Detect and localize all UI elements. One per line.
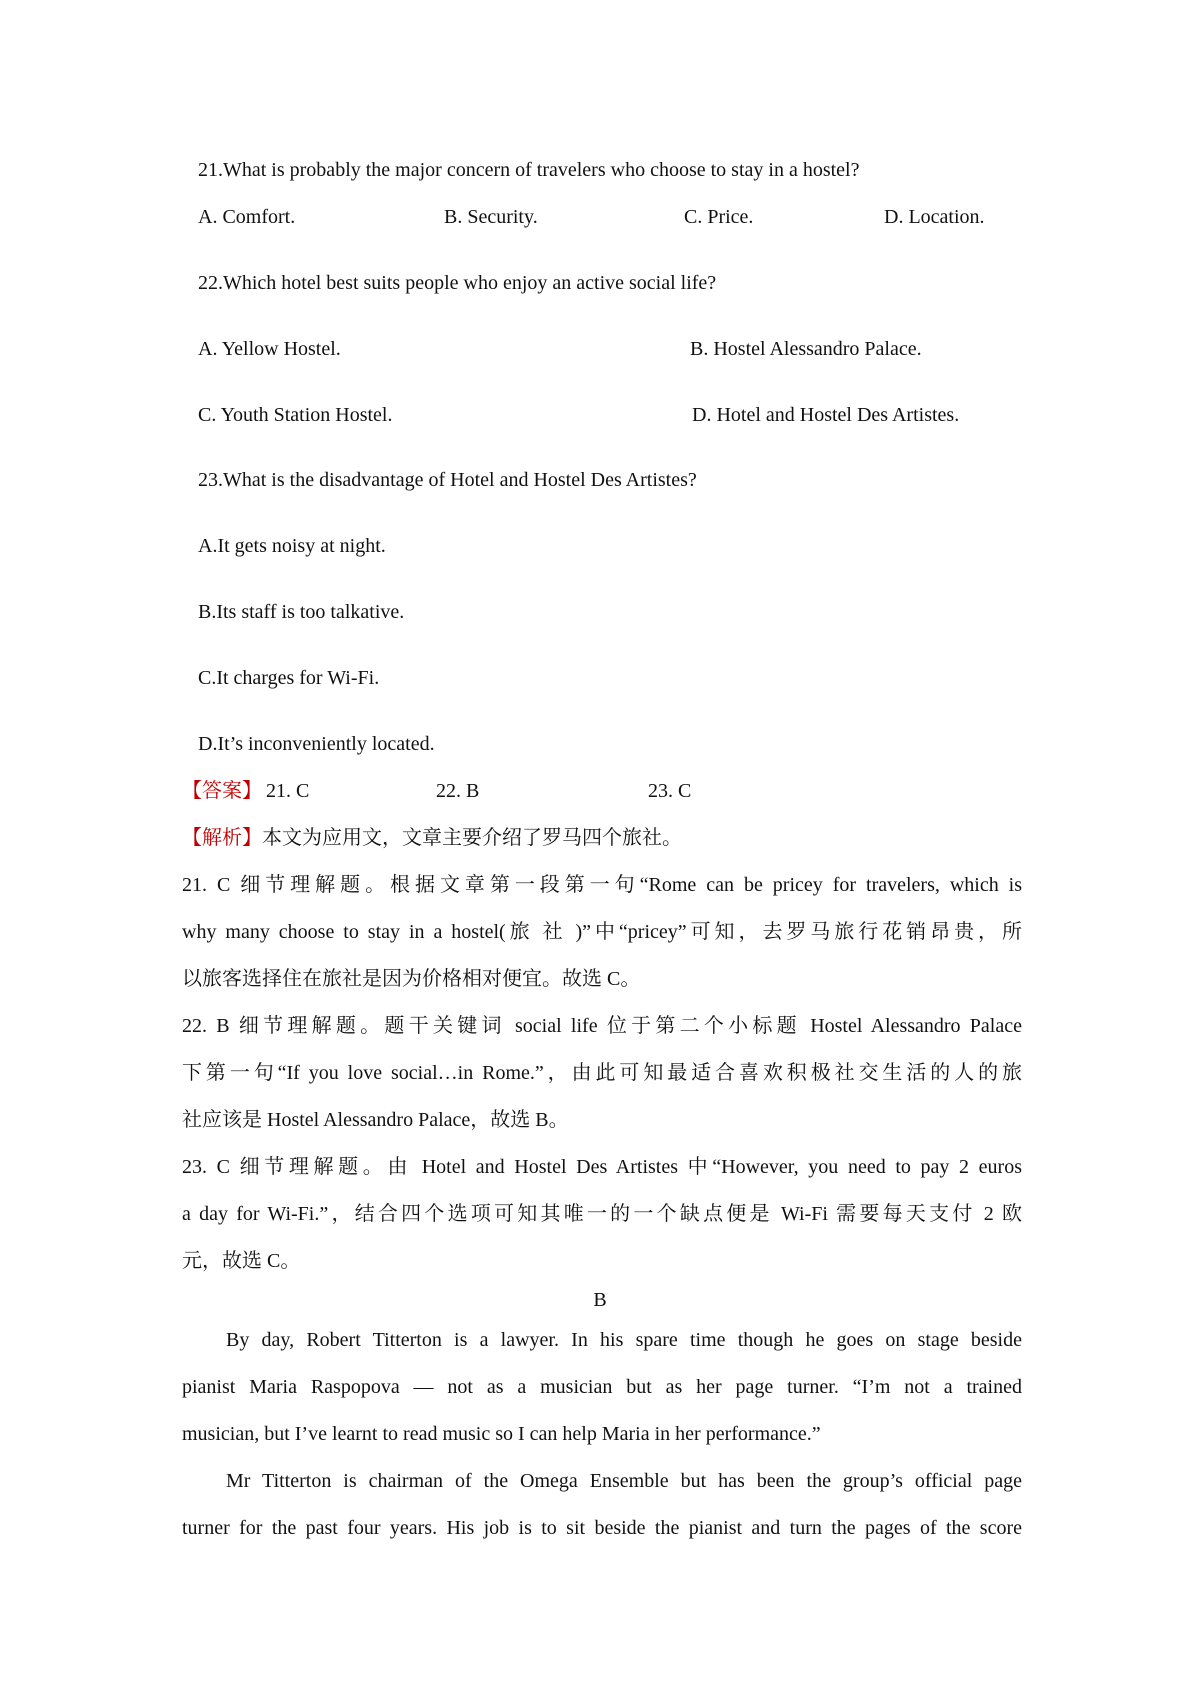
analysis-line-8: a day for Wi-Fi.”，结合四个选项可知其唯一的一个缺点便是 Wi-Fi 需要每天支付 2 欧 xyxy=(182,1203,1022,1225)
question-23-stem: 23.What is the disadvantage of Hotel and Hostel Des Artistes? xyxy=(198,469,697,491)
question-22-option-a: A. Yellow Hostel. xyxy=(198,338,341,360)
section-b-line-4: Mr Titterton is chairman of the Omega Ensemble but has been the group’s official page xyxy=(226,1470,1022,1492)
analysis-line-6: 社应该是 Hostel Alessandro Palace，故选 B。 xyxy=(182,1109,569,1131)
answer-21: 21. C xyxy=(266,780,310,802)
analysis-line-1: 21. C 细节理解题。根据文章第一段第一句“Rome can be pricey for travelers, which is xyxy=(182,874,1022,896)
question-22-option-b: B. Hostel Alessandro Palace. xyxy=(690,338,922,360)
question-23-option-c: C.It charges for Wi-Fi. xyxy=(198,667,380,689)
answer-22: 22. B xyxy=(436,780,480,802)
analysis-intro: 本文为应用文，文章主要介绍了罗马四个旅社。 xyxy=(262,827,682,849)
section-b-heading: B xyxy=(593,1289,607,1311)
analysis-line-9: 元，故选 C。 xyxy=(182,1250,301,1272)
question-21-option-c: C. Price. xyxy=(684,206,754,228)
question-23-option-b: B.Its staff is too talkative. xyxy=(198,601,405,623)
answer-tag: 【答案】 xyxy=(182,780,262,802)
section-b-line-5: turner for the past four years. His job is to sit beside the pianist and turn the pages of the score xyxy=(182,1517,1022,1539)
question-22-option-c: C. Youth Station Hostel. xyxy=(198,404,393,426)
question-23-option-a: A.It gets noisy at night. xyxy=(198,535,386,557)
analysis-intro-row xyxy=(182,828,682,848)
question-21-stem: 21.What is probably the major concern of travelers who choose to stay in a hostel? xyxy=(198,159,860,181)
answer-23: 23. C xyxy=(648,780,692,802)
analysis-line-7: 23. C 细节理解题。由 Hotel and Hostel Des Artistes 中“However, you need to pay 2 euros xyxy=(182,1156,1022,1178)
analysis-line-3: 以旅客选择住在旅社是因为价格相对便宜。故选 C。 xyxy=(182,968,641,990)
analysis-line-2: why many choose to stay in a hostel(旅 社 )”中“pricey”可知，去罗马旅行花销昂贵，所 xyxy=(182,921,1022,943)
question-23-option-d: D.It’s inconveniently located. xyxy=(198,733,435,755)
analysis-line-4: 22. B 细节理解题。题干关键词 social life 位于第二个小标题 Hostel Alessandro Palace xyxy=(182,1015,1022,1037)
section-b-line-1: By day, Robert Titterton is a lawyer. In his spare time though he goes on stage beside xyxy=(226,1329,1022,1351)
question-21-option-a: A. Comfort. xyxy=(198,206,296,228)
question-21-option-d: D. Location. xyxy=(884,206,985,228)
section-b-line-3: musician, but I’ve learnt to read music so I can help Maria in her performance.” xyxy=(182,1423,821,1445)
question-21-option-b: B. Security. xyxy=(444,206,538,228)
answer-row xyxy=(182,781,262,801)
question-22-option-d: D. Hotel and Hostel Des Artistes. xyxy=(692,404,960,426)
question-22-stem: 22.Which hotel best suits people who enjoy an active social life? xyxy=(198,272,717,294)
analysis-tag: 【解析】 xyxy=(182,827,262,849)
section-b-line-2: pianist Maria Raspopova — not as a musician but as her page turner. “I’m not a trained xyxy=(182,1376,1022,1398)
analysis-line-5: 下第一句“If you love social…in Rome.”，由此可知最适合喜欢积极社交生活的人的旅 xyxy=(182,1062,1022,1084)
